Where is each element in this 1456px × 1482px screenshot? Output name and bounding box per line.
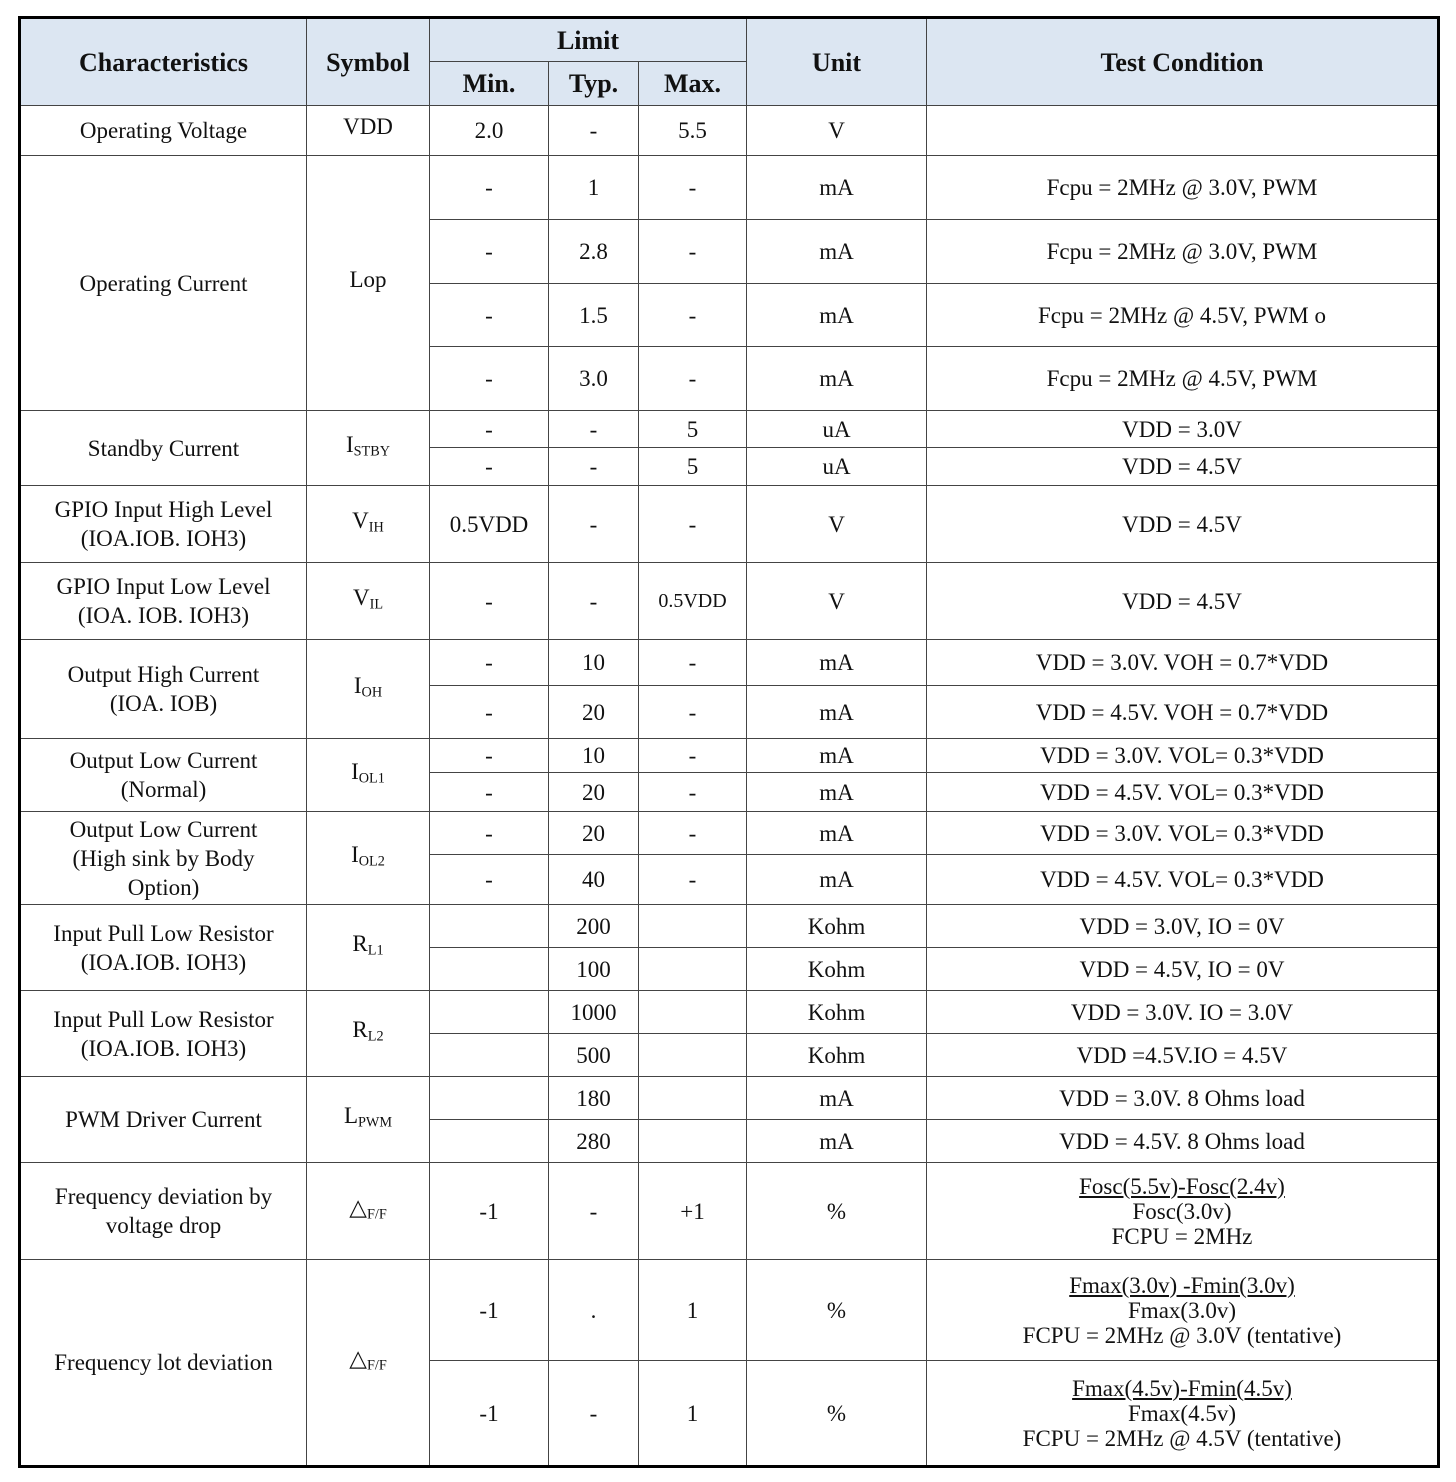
table-row xyxy=(20,156,1439,220)
max-value: 5 xyxy=(639,411,747,448)
symbol-subscript: L1 xyxy=(367,942,384,959)
symbol-cell xyxy=(307,106,430,156)
typ-value: - xyxy=(549,1163,639,1260)
min-value: - xyxy=(430,686,549,739)
characteristic-name xyxy=(20,991,307,1077)
test-condition: Fcpu = 2MHz @ 4.5V, PWM xyxy=(927,347,1439,411)
typ-value: - xyxy=(549,1361,639,1467)
typ-value: 200 xyxy=(549,905,639,948)
condition-numerator: Fosc(5.5v)-Fosc(2.4v) xyxy=(1079,1173,1285,1199)
typ-value: . xyxy=(549,1260,639,1361)
typ-value: - xyxy=(549,486,639,563)
characteristic-name xyxy=(20,905,307,991)
header-limit: Limit xyxy=(430,18,747,62)
characteristic-label: Frequency deviation by voltage drop xyxy=(54,1184,273,1238)
min-value: 0.5VDD xyxy=(430,486,549,563)
condition-denominator: Fmax(3.0v) xyxy=(1128,1297,1236,1323)
unit-value: V xyxy=(747,563,927,640)
symbol-cell xyxy=(307,905,430,991)
header-characteristics: Characteristics xyxy=(20,18,307,106)
condition-extra: FCPU = 2MHz @ 3.0V (tentative) xyxy=(1022,1322,1342,1348)
test-condition: VDD = 3.0V. VOL= 0.3*VDD xyxy=(927,812,1439,855)
min-value: -1 xyxy=(430,1163,549,1260)
symbol-subscript: IL xyxy=(369,596,384,613)
max-value xyxy=(639,1077,747,1120)
typ-value: - xyxy=(549,448,639,486)
table-row xyxy=(20,1163,1439,1260)
header-max: Max. xyxy=(639,62,747,106)
symbol-cell xyxy=(307,156,430,411)
typ-value: 100 xyxy=(549,948,639,991)
table-row xyxy=(20,411,1439,448)
min-value xyxy=(430,1077,549,1120)
test-condition: Fcpu = 2MHz @ 3.0V, PWM xyxy=(927,156,1439,220)
characteristic-name xyxy=(20,1163,307,1260)
table-row xyxy=(20,486,1439,563)
table-row xyxy=(20,640,1439,686)
unit-value: mA xyxy=(747,284,927,347)
unit-value: uA xyxy=(747,411,927,448)
typ-value: 180 xyxy=(549,1077,639,1120)
condition-extra: FCPU = 2MHz @ 4.5V (tentative) xyxy=(1022,1425,1342,1451)
symbol-cell xyxy=(307,991,430,1077)
symbol-subscript: OH xyxy=(361,684,383,701)
max-value: - xyxy=(639,156,747,220)
unit-value: mA xyxy=(747,1077,927,1120)
table-row xyxy=(20,106,1439,156)
test-condition: VDD = 4.5V. 8 Ohms load xyxy=(927,1120,1439,1163)
symbol-subscript: OL2 xyxy=(358,853,385,870)
unit-value: mA xyxy=(747,812,927,855)
unit-value: V xyxy=(747,486,927,563)
min-value: - xyxy=(430,156,549,220)
symbol-main: Lop xyxy=(349,266,387,292)
characteristic-name xyxy=(20,156,307,411)
typ-value: 40 xyxy=(549,855,639,905)
unit-value: mA xyxy=(747,773,927,812)
min-value xyxy=(430,905,549,948)
min-value: - xyxy=(430,773,549,812)
symbol-main: R xyxy=(352,931,368,957)
unit-value: V xyxy=(747,106,927,156)
table-row xyxy=(20,739,1439,773)
test-condition xyxy=(927,1361,1439,1467)
characteristic-label: Input Pull Low Resistor (IOA.IOB. IOH3) xyxy=(53,920,274,975)
header-symbol: Symbol xyxy=(307,18,430,106)
typ-value: 20 xyxy=(549,812,639,855)
symbol-cell xyxy=(307,486,430,563)
max-value: 0.5VDD xyxy=(639,563,747,640)
characteristic-name xyxy=(20,812,307,905)
unit-value: % xyxy=(747,1361,927,1467)
unit-value: Kohm xyxy=(747,991,927,1034)
unit-value: mA xyxy=(747,347,927,411)
min-value: 2.0 xyxy=(430,106,549,156)
symbol-subscript: L2 xyxy=(367,1028,384,1045)
symbol-cell xyxy=(307,1163,430,1260)
typ-value: 1.5 xyxy=(549,284,639,347)
min-value: - xyxy=(430,347,549,411)
header-unit: Unit xyxy=(747,18,927,106)
min-value: - xyxy=(430,812,549,855)
symbol-main: I xyxy=(345,431,354,457)
unit-value: mA xyxy=(747,1120,927,1163)
symbol-main: L xyxy=(343,1103,358,1129)
characteristic-name xyxy=(20,739,307,812)
condition-extra: FCPU = 2MHz xyxy=(1111,1223,1253,1249)
max-value: - xyxy=(639,855,747,905)
max-value: 1 xyxy=(639,1361,747,1467)
typ-value: 500 xyxy=(549,1034,639,1077)
characteristic-name xyxy=(20,486,307,563)
max-value xyxy=(639,1034,747,1077)
characteristic-label: Output Low Current (High sink by Body Option) xyxy=(69,816,258,900)
unit-value: mA xyxy=(747,739,927,773)
test-condition: VDD = 3.0V. 8 Ohms load xyxy=(927,1077,1439,1120)
min-value: - xyxy=(430,448,549,486)
typ-value: - xyxy=(549,563,639,640)
header-min: Min. xyxy=(430,62,549,106)
test-condition: VDD = 4.5V, IO = 0V xyxy=(927,948,1439,991)
max-value: 5 xyxy=(639,448,747,486)
test-condition: VDD = 4.5V xyxy=(927,486,1439,563)
table-row xyxy=(20,1077,1439,1120)
condition-denominator: Fosc(3.0v) xyxy=(1132,1198,1232,1224)
min-value: - xyxy=(430,411,549,448)
test-condition: VDD = 3.0V. IO = 3.0V xyxy=(927,991,1439,1034)
max-value: - xyxy=(639,220,747,284)
characteristic-label: Operating Voltage xyxy=(79,118,248,143)
test-condition: VDD = 4.5V xyxy=(927,448,1439,486)
test-condition: VDD = 3.0V. VOL= 0.3*VDD xyxy=(927,739,1439,773)
condition-numerator: Fmax(4.5v)-Fmin(4.5v) xyxy=(1072,1375,1292,1401)
characteristic-label: PWM Driver Current xyxy=(65,1107,262,1132)
symbol-subscript: OL1 xyxy=(358,770,385,787)
symbol-subscript: STBY xyxy=(353,443,391,460)
table-row xyxy=(20,905,1439,948)
test-condition: VDD = 4.5V. VOL= 0.3*VDD xyxy=(927,773,1439,812)
test-condition: VDD =4.5V.IO = 4.5V xyxy=(927,1034,1439,1077)
test-condition: VDD = 4.5V. VOL= 0.3*VDD xyxy=(927,855,1439,905)
max-value xyxy=(639,991,747,1034)
max-value: - xyxy=(639,739,747,773)
typ-value: 3.0 xyxy=(549,347,639,411)
symbol-cell xyxy=(307,739,430,812)
typ-value: 10 xyxy=(549,739,639,773)
symbol-cell xyxy=(307,1260,430,1467)
symbol-subscript: PWM xyxy=(358,1114,393,1131)
characteristic-name xyxy=(20,1260,307,1467)
typ-value: 20 xyxy=(549,773,639,812)
min-value: - xyxy=(430,220,549,284)
test-condition: VDD = 4.5V. VOH = 0.7*VDD xyxy=(927,686,1439,739)
max-value xyxy=(639,905,747,948)
min-value: -1 xyxy=(430,1361,549,1467)
max-value xyxy=(639,948,747,991)
typ-value: - xyxy=(549,106,639,156)
header-typ: Typ. xyxy=(549,62,639,106)
symbol-main: R xyxy=(352,1017,368,1043)
electrical-characteristics-table xyxy=(18,16,1440,1468)
max-value: - xyxy=(639,347,747,411)
unit-value: mA xyxy=(747,156,927,220)
max-value: +1 xyxy=(639,1163,747,1260)
max-value: - xyxy=(639,773,747,812)
typ-value: 280 xyxy=(549,1120,639,1163)
test-condition: VDD = 3.0V. VOH = 0.7*VDD xyxy=(927,640,1439,686)
spec-table-wrapper xyxy=(18,16,1437,1468)
max-value: - xyxy=(639,686,747,739)
typ-value: 1000 xyxy=(549,991,639,1034)
characteristic-label: Output High Current (IOA. IOB) xyxy=(67,662,260,716)
min-value: - xyxy=(430,640,549,686)
table-header xyxy=(20,18,1439,106)
max-value: 5.5 xyxy=(639,106,747,156)
condition-numerator: Fmax(3.0v) -Fmin(3.0v) xyxy=(1069,1272,1295,1298)
min-value: - xyxy=(430,284,549,347)
min-value: - xyxy=(430,855,549,905)
symbol-subscript: F/F xyxy=(366,1357,387,1374)
symbol-main: I xyxy=(351,758,359,784)
typ-value: 20 xyxy=(549,686,639,739)
test-condition: VDD = 3.0V, IO = 0V xyxy=(927,905,1439,948)
symbol-main: △ xyxy=(349,1194,367,1220)
test-condition: Fcpu = 2MHz @ 4.5V, PWM o xyxy=(927,284,1439,347)
symbol-cell xyxy=(307,812,430,905)
max-value: - xyxy=(639,486,747,563)
symbol-cell xyxy=(307,563,430,640)
unit-value: % xyxy=(747,1163,927,1260)
test-condition: VDD = 4.5V xyxy=(927,563,1439,640)
unit-value: mA xyxy=(747,686,927,739)
table-row xyxy=(20,563,1439,640)
condition-denominator: Fmax(4.5v) xyxy=(1128,1400,1236,1426)
characteristic-label: Output Low Current (Normal) xyxy=(69,748,258,802)
characteristic-label: GPIO Input Low Level (IOA. IOB. IOH3) xyxy=(56,574,271,628)
characteristic-name xyxy=(20,640,307,739)
min-value xyxy=(430,1120,549,1163)
characteristic-name xyxy=(20,106,307,156)
test-condition: Fcpu = 2MHz @ 3.0V, PWM xyxy=(927,220,1439,284)
characteristic-name xyxy=(20,411,307,486)
characteristic-name xyxy=(20,1077,307,1163)
max-value: 1 xyxy=(639,1260,747,1361)
symbol-cell xyxy=(307,640,430,739)
symbol-main: V xyxy=(352,584,370,610)
symbol-main: VDD xyxy=(343,114,393,140)
min-value: -1 xyxy=(430,1260,549,1361)
unit-value: % xyxy=(747,1260,927,1361)
characteristic-label: Standby Current xyxy=(87,435,240,461)
symbol-main: V xyxy=(352,507,369,533)
characteristic-label: Input Pull Low Resistor (IOA.IOB. IOH3) xyxy=(53,1006,274,1061)
characteristic-name xyxy=(20,563,307,640)
max-value: - xyxy=(639,812,747,855)
test-condition: VDD = 3.0V xyxy=(927,411,1439,448)
typ-value: - xyxy=(549,411,639,448)
typ-value: 10 xyxy=(549,640,639,686)
unit-value: Kohm xyxy=(747,948,927,991)
unit-value: mA xyxy=(747,640,927,686)
table-row xyxy=(20,812,1439,855)
min-value: - xyxy=(430,563,549,640)
unit-value: mA xyxy=(747,220,927,284)
unit-value: Kohm xyxy=(747,1034,927,1077)
unit-value: mA xyxy=(747,855,927,905)
test-condition xyxy=(927,1163,1439,1260)
typ-value: 1 xyxy=(549,156,639,220)
max-value: - xyxy=(639,284,747,347)
min-value xyxy=(430,1034,549,1077)
test-condition xyxy=(927,106,1439,156)
symbol-subscript: F/F xyxy=(366,1206,387,1223)
min-value xyxy=(430,991,549,1034)
unit-value: Kohm xyxy=(747,905,927,948)
characteristic-label: GPIO Input High Level (IOA.IOB. IOH3) xyxy=(54,497,273,551)
max-value: - xyxy=(639,640,747,686)
symbol-main: I xyxy=(353,672,362,698)
characteristic-label: Frequency lot deviation xyxy=(54,1350,273,1375)
symbol-main: I xyxy=(351,841,359,867)
table-row xyxy=(20,991,1439,1034)
table-row xyxy=(20,1260,1439,1361)
typ-value: 2.8 xyxy=(549,220,639,284)
symbol-cell xyxy=(307,1077,430,1163)
characteristic-label: Operating Current xyxy=(79,270,248,296)
table-body xyxy=(20,106,1439,1467)
min-value: - xyxy=(430,739,549,773)
header-test-condition: Test Condition xyxy=(927,18,1439,106)
symbol-main: △ xyxy=(349,1346,367,1372)
unit-value: uA xyxy=(747,448,927,486)
symbol-cell xyxy=(307,411,430,486)
test-condition xyxy=(927,1260,1439,1361)
max-value xyxy=(639,1120,747,1163)
symbol-subscript: IH xyxy=(368,519,384,536)
min-value xyxy=(430,948,549,991)
